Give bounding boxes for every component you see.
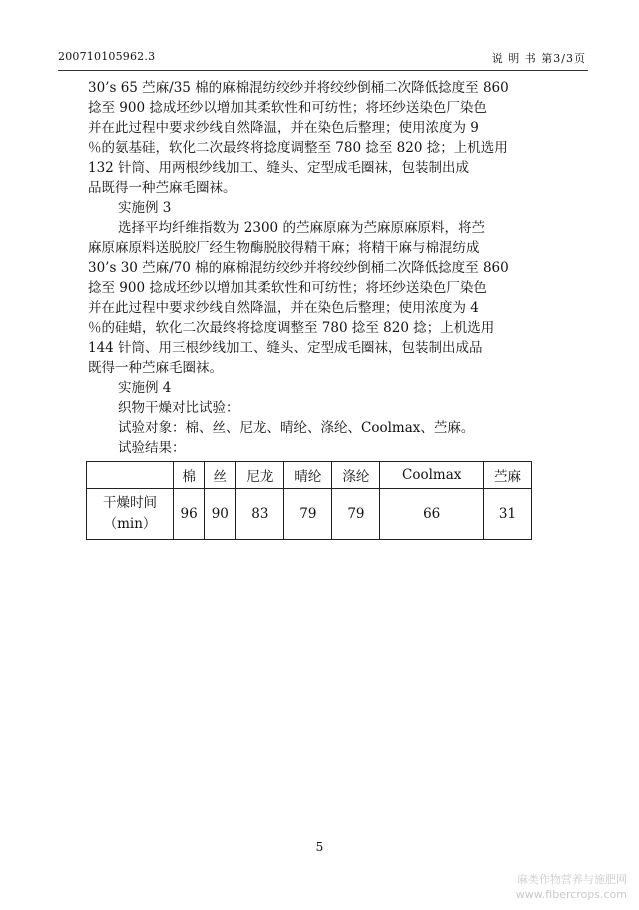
row-label-unit: （min） bbox=[103, 516, 157, 532]
example-heading: 实施例 3 bbox=[118, 200, 172, 216]
table-cell: 66 bbox=[380, 489, 484, 540]
row-label-cell bbox=[87, 489, 174, 540]
example-heading: 实施例 4 bbox=[118, 380, 172, 396]
page-number: 5 bbox=[315, 840, 324, 854]
body-line: 试验对象：棉、丝、尼龙、晴纶、涤纶、Coolmax、苎麻。 bbox=[118, 420, 475, 436]
watermark-site-name: 麻类作物营养与施肥网 bbox=[517, 873, 627, 886]
table-cell: 83 bbox=[236, 489, 284, 540]
table-header-cell: 尼龙 bbox=[236, 462, 284, 489]
table-cell: 79 bbox=[284, 489, 332, 540]
body-line: 132 针筒、用两根纱线加工、缝头、定型成毛圈袜，包装制出成 bbox=[88, 160, 470, 176]
body-line: 品既得一种苎麻毛圈袜。 bbox=[88, 180, 237, 196]
body-line: 捻至 900 捻成坯纱以增加其柔软性和可纺性；将坯纱送染色厂染色 bbox=[88, 100, 487, 116]
watermark bbox=[467, 872, 627, 902]
table-cell: 90 bbox=[205, 489, 236, 540]
page-header bbox=[58, 50, 586, 66]
table-cell: 79 bbox=[332, 489, 380, 540]
body-line: ％的硅蜡，软化二次最终将捻度调整至 780 捻至 820 捻；上机选用 bbox=[88, 320, 495, 336]
drying-results-table bbox=[86, 461, 532, 540]
body-line: 30’s 30 苎麻/70 棉的麻棉混纺绞纱并将绞纱倒桶二次降低捻度至 860 bbox=[88, 260, 509, 276]
body-line: ％的氨基硅，软化二次最终将捻度调整至 780 捻至 820 捻；上机选用 bbox=[88, 140, 508, 156]
body-line: 捻至 900 捻成坯纱以增加其柔软性和可纺性；将坯纱送染色厂染色 bbox=[88, 280, 487, 296]
table-header-cell: 晴纶 bbox=[284, 462, 332, 489]
table-header-row bbox=[87, 462, 532, 489]
table-header-cell: 棉 bbox=[174, 462, 205, 489]
body-line: 麻原麻原料送脱胶厂经生物酶脱胶得精干麻；将精干麻与棉混纺成 bbox=[88, 240, 480, 256]
table-header-cell: 苎麻 bbox=[483, 462, 531, 489]
body-line: 既得一种苎麻毛圈袜。 bbox=[88, 360, 223, 376]
row-label-line: 干燥时间 bbox=[103, 495, 157, 511]
body-line: 选择平均纤维指数为 2300 的苎麻原麻为苎麻原麻原料，将苎 bbox=[118, 220, 485, 236]
table-cell: 96 bbox=[174, 489, 205, 540]
body-line: 144 针筒、用三根纱线加工、缝头、定型成毛圈袜，包装制出成品 bbox=[88, 340, 483, 356]
document-number: 200710105962.3 bbox=[58, 50, 156, 63]
table-header-cell: 涤纶 bbox=[332, 462, 380, 489]
table-header-cell: Coolmax bbox=[380, 462, 484, 489]
header-rule bbox=[58, 70, 588, 71]
body-line: 试验结果： bbox=[118, 440, 186, 456]
body-line: 30’s 65 苎麻/35 棉的麻棉混纺绞纱并将绞纱倒桶二次降低捻度至 860 bbox=[88, 80, 509, 96]
table-cell: 31 bbox=[483, 489, 531, 540]
table-header-cell: 丝 bbox=[205, 462, 236, 489]
header-page-info: 说 明 书 第3/3页 bbox=[491, 52, 586, 65]
body-line: 并在此过程中要求纱线自然降温，并在染色后整理；使用浓度为 9 bbox=[88, 120, 479, 136]
body-line: 并在此过程中要求纱线自然降温，并在染色后整理；使用浓度为 4 bbox=[88, 300, 479, 316]
table-header-cell bbox=[87, 462, 174, 489]
body-text bbox=[88, 78, 558, 458]
table-row bbox=[87, 489, 532, 540]
body-line: 织物干燥对比试验： bbox=[118, 400, 240, 416]
watermark-url: www.fibercrops.com bbox=[515, 888, 627, 901]
